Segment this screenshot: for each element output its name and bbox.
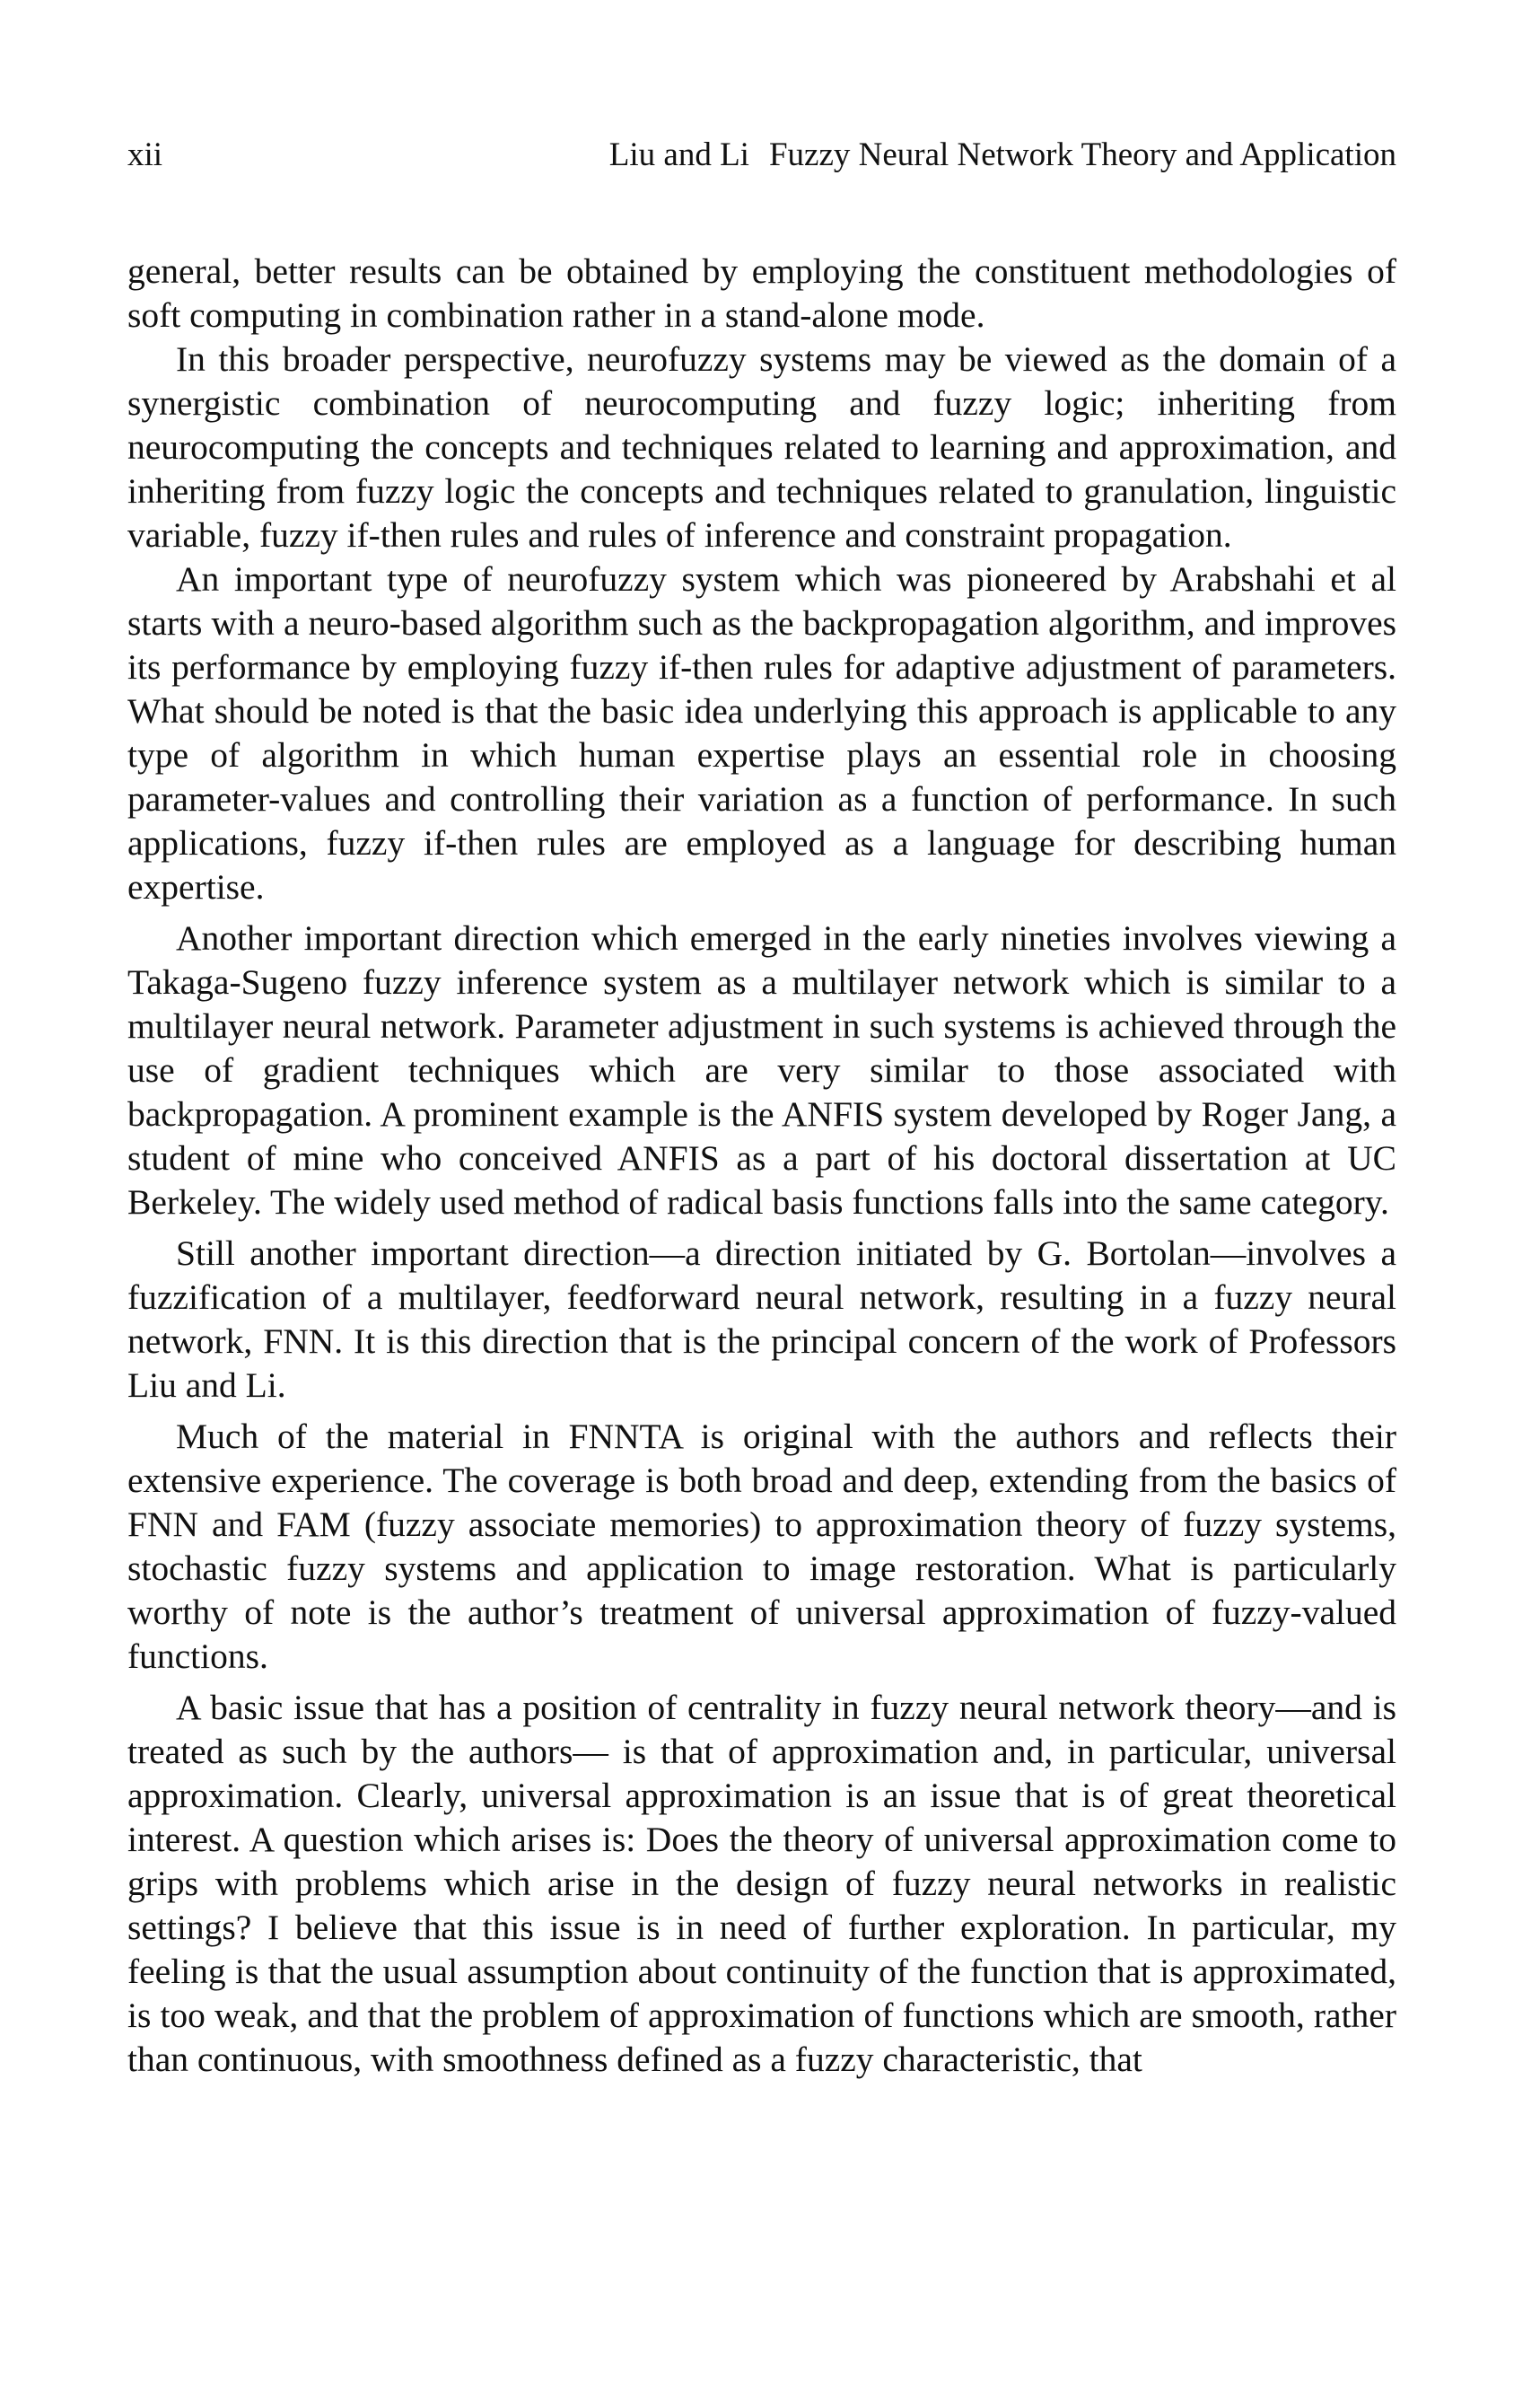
running-head-author: Liu and Li [608, 136, 749, 173]
paragraph: A basic issue that has a position of centrality in fuzzy neural network theory—and is treated as such by the authors— is that of approximation and, in particular, universal approximation. Clearly, universal approximation is an issue that is of great theoretical interest. A question which arises is: Does the theory of universal approximation come to grips with problems which arise in the design of fuzzy neural networks in realistic settings? I believe that this issue is in need of further exploration. In particular, my feeling is that the usual assumption about continuity of the function that is approximated, is too weak, and that the problem of approximation of functions which are smooth, rather than continuous, with smoothness defined as a fuzzy characteristic, that [127, 1688, 1396, 2079]
paragraph: In this broader perspective, neurofuzzy systems may be viewed as the domain of a synergistic combination of neurocomputing and fuzzy logic; inheriting from neurocomputing the concepts and techniques related to learning and approximation, and inheriting from fuzzy logic the concepts and techniques related to granulation, linguistic variable, fuzzy if-then rules and rules of inference and constraint propagation. [127, 339, 1396, 555]
running-title [609, 133, 1396, 178]
paragraph: Still another important direction—a direction initiated by G. Bortolan—involves a fuzzification of a multilayer, feedforward neural network, resulting in a fuzzy neural network, FNN. It is this direction that is the principal concern of the work of Professors Liu and Li. [127, 1233, 1396, 1405]
running-head [127, 133, 1396, 178]
paragraph: An important type of neurofuzzy system which was pioneered by Arabshahi et al starts with a neuro-based algorithm such as the backpropagation algorithm, and improves its performance by employing fuzzy if-then rules for adaptive adjustment of parameters. What should be noted is that the basic idea underlying this approach is applicable to any type of algorithm in which human expertise plays an essential role in choosing parameter-values and controlling their variation as a function of performance. In such applications, fuzzy if-then rules are employed as a language for describing human expertise. [127, 559, 1396, 907]
running-head-book-title: Fuzzy Neural Network Theory and Application [768, 136, 1396, 173]
body-text [127, 250, 1396, 2082]
paragraph-continued: general, better results can be obtained by employing the constituent methodologies of soft computing in combination rather in a stand-alone mode. [127, 251, 1396, 335]
paragraph: Much of the material in FNNTA is original with the authors and reflects their extensive experience. The coverage is both broad and deep, extending from the basics of FNN and FAM (fuzzy associate memories) to approximation theory of fuzzy systems, stochastic fuzzy systems and application to image restoration. What is particularly worthy of note is the author’s treatment of universal approximation of fuzzy-valued functions. [127, 1417, 1396, 1676]
paragraph: Another important direction which emerged in the early nineties involves viewing a Takaga-Sugeno fuzzy inference system as a multilayer network which is similar to a multilayer neural network. Parameter adjustment in such systems is achieved through the use of gradient techniques which are very similar to those associated with backpropagation. A prominent example is the ANFIS system developed by Roger Jang, a student of mine who conceived ANFIS as a part of his doctoral dissertation at UC Berkeley. The widely used method of radical basis functions falls into the same category. [127, 918, 1396, 1222]
page-number: xii [127, 136, 163, 173]
